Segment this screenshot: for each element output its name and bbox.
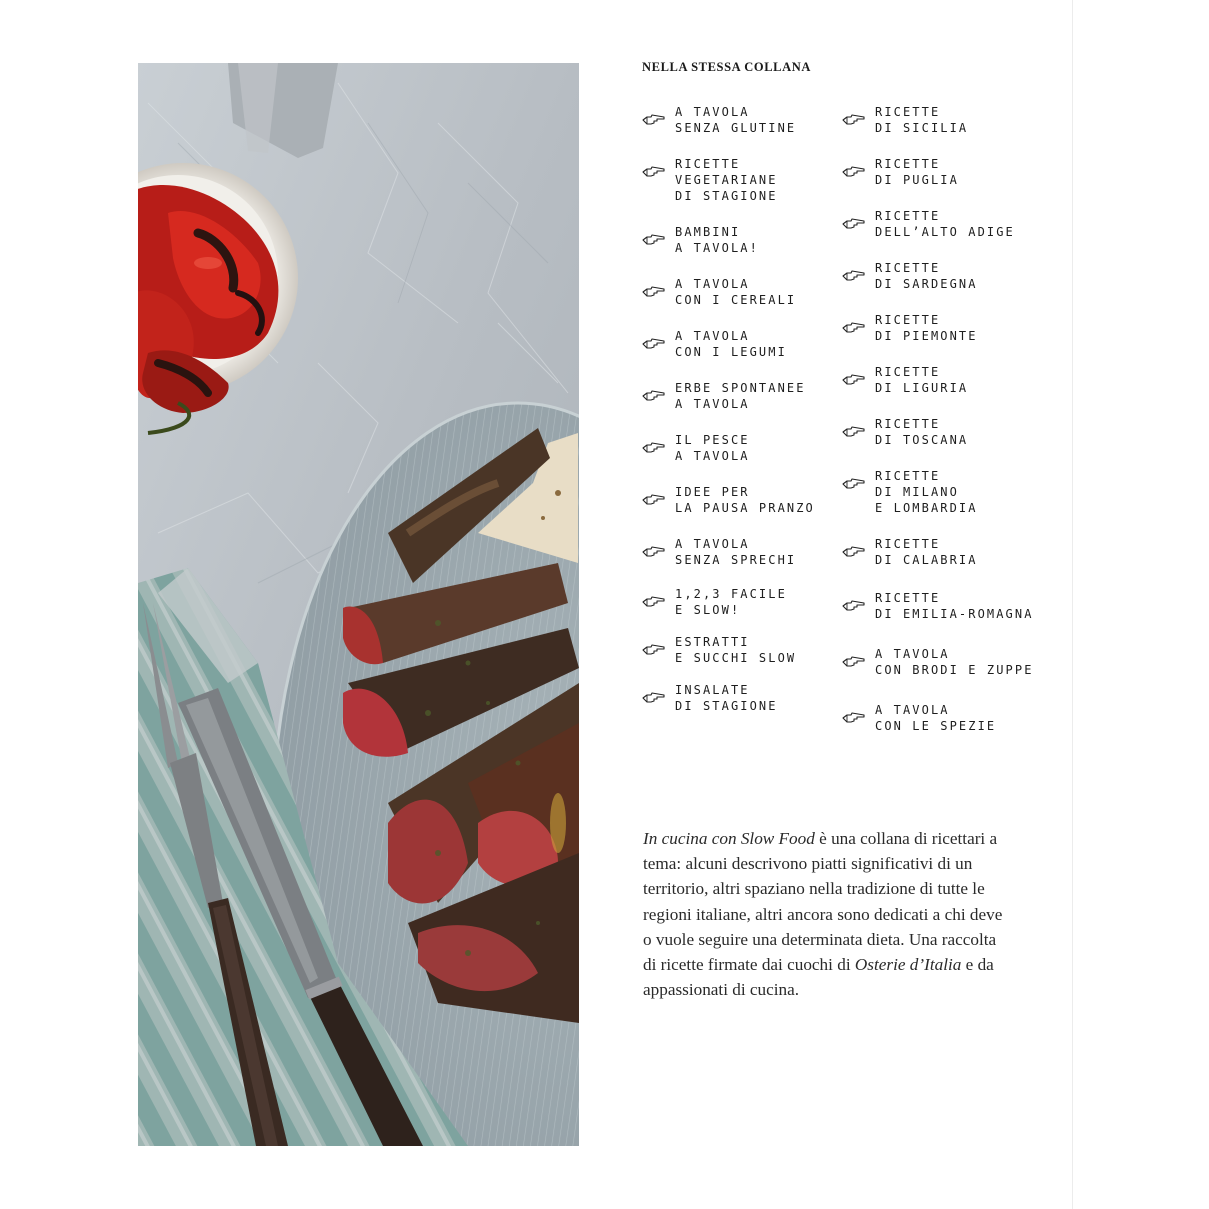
pointing-hand-icon [642, 390, 666, 402]
pointing-hand-icon [842, 218, 866, 230]
pointing-hand-icon [642, 596, 666, 608]
guide-name: Osterie d’Italia [854, 955, 962, 975]
series-description [643, 826, 1013, 1002]
series-name: In cucina con Slow Food [643, 829, 815, 848]
pointing-hand-icon [642, 494, 666, 506]
description-text: è una collana di ricettari a tema: alcuni descrivono piatti significativi di un territorio, altri spaziano nella tradizione di tutte le regioni italiane, altri ancora sono dedicati a chi deve o vuole seguire una determinata dieta. Una raccolta di ricette firmate dai cuochi di [643, 829, 1003, 975]
description-text-end: e da appassionati di cucina. [643, 955, 994, 1000]
pointing-hand-icon [642, 442, 666, 454]
pointing-hand-icon [642, 234, 666, 246]
pointing-hand-icon [642, 286, 666, 298]
pointing-hand-icon [842, 426, 866, 438]
pointing-hand-icon [642, 692, 666, 704]
pointing-hand-icon [642, 546, 666, 558]
pointing-hand-icon [842, 546, 866, 558]
series-heading: NELLA STESSA COLLANA [642, 60, 812, 74]
pointing-hand-icon [642, 166, 666, 178]
pointing-hand-icon [842, 270, 866, 282]
pointing-hand-icon [842, 322, 866, 334]
pointing-hand-icon [842, 114, 866, 126]
pointing-hand-icon [842, 656, 866, 668]
pointing-hand-icon [642, 114, 666, 126]
pointing-hand-icon [642, 644, 666, 656]
pointing-hand-icon [642, 338, 666, 350]
food-photo [138, 63, 579, 1146]
page-edge [1072, 0, 1073, 1209]
pointing-hand-icon [842, 374, 866, 386]
pointing-hand-icon [842, 600, 866, 612]
pointing-hand-icon [842, 478, 866, 490]
pointing-hand-icon [842, 166, 866, 178]
pointing-hand-icon [842, 712, 866, 724]
